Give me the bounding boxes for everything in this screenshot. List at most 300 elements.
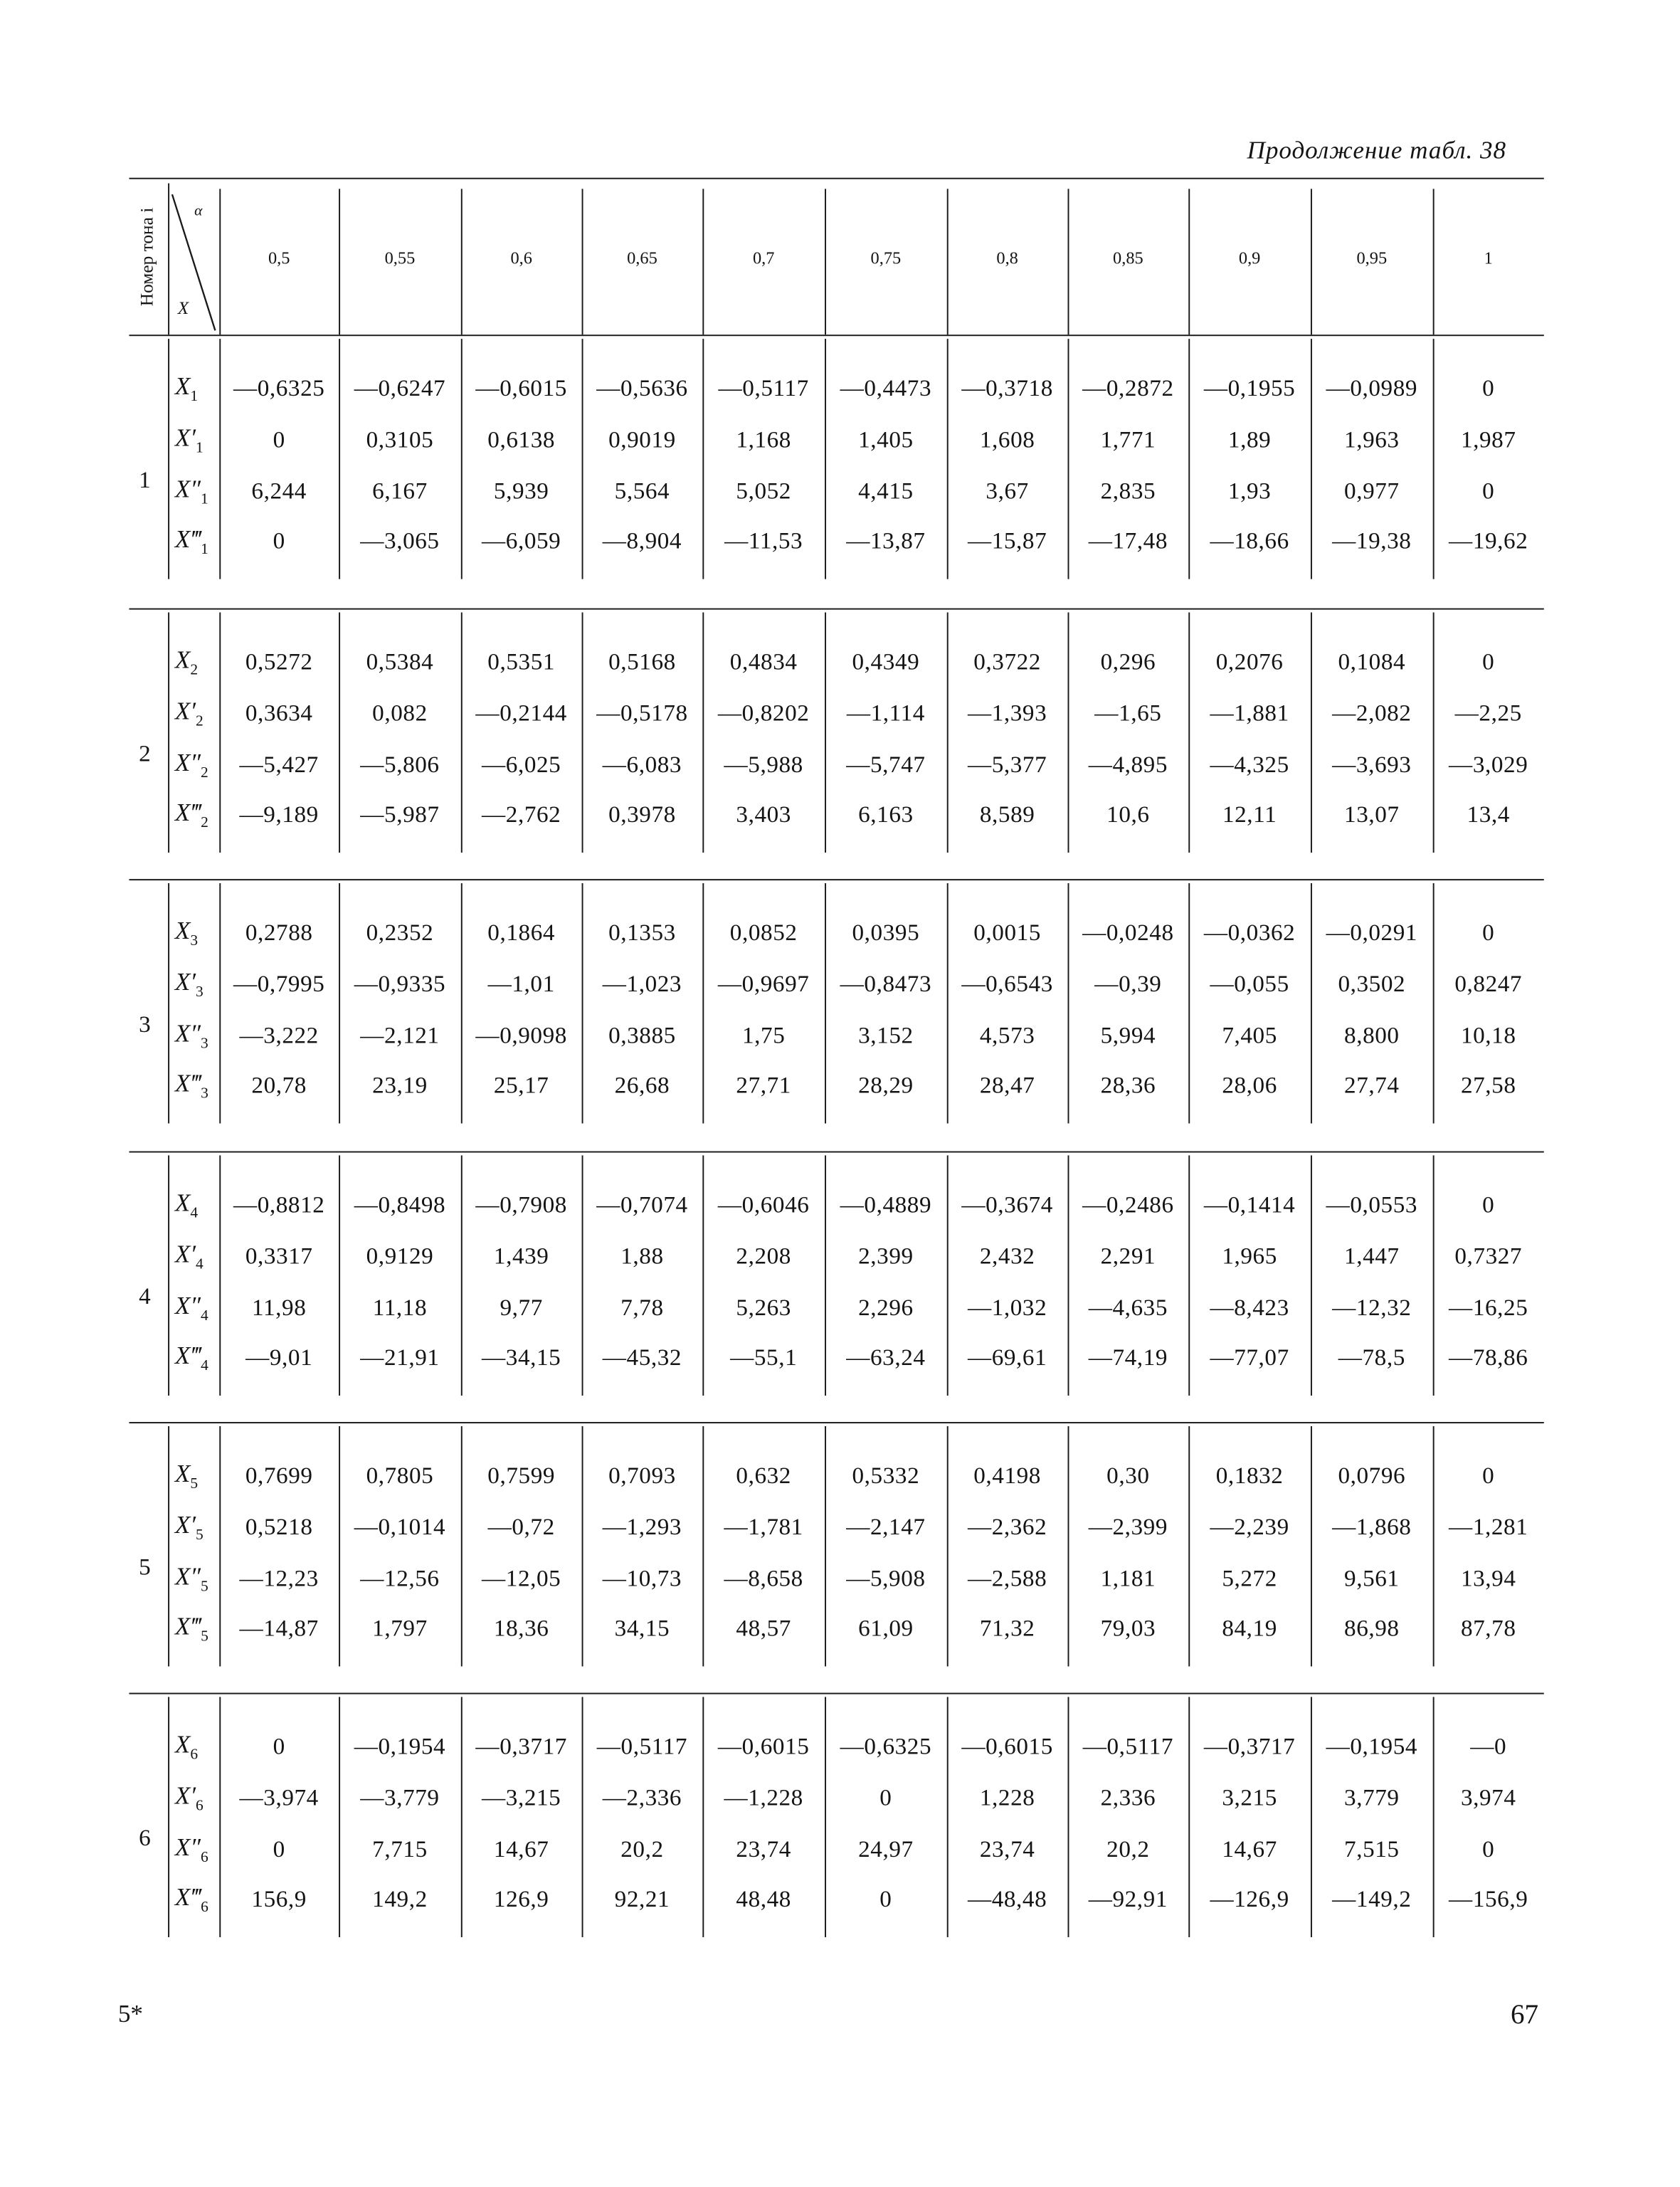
table-cell-value: —1,023 — [602, 970, 682, 997]
table-cell-value: 3,215 — [1222, 1784, 1277, 1811]
variable-symbol: X — [174, 423, 191, 452]
variable-subscript: 2 — [196, 713, 204, 730]
table-cell-value: —0,8498 — [354, 1191, 446, 1218]
header-column-divider — [582, 189, 583, 334]
table-cell-value: —2,762 — [482, 801, 561, 828]
header-divider — [168, 184, 169, 335]
table-cell-value: —3,029 — [1449, 751, 1528, 778]
table-cell-value: —34,15 — [482, 1344, 561, 1371]
table-cell-value: 3,779 — [1344, 1784, 1400, 1811]
table-cell-value: 1,181 — [1100, 1565, 1156, 1592]
header-column-divider — [1433, 189, 1435, 334]
table-cell-value: —16,25 — [1449, 1294, 1528, 1321]
table-cell-value: 23,74 — [736, 1835, 791, 1862]
page-number: 67 — [1510, 1999, 1538, 2030]
variable-symbol: X — [174, 1612, 191, 1640]
value-column-divider — [219, 883, 221, 1124]
variable-primes: ′ — [190, 423, 196, 452]
table-cell-value: 4,573 — [979, 1022, 1035, 1049]
column-header-alpha: 0,85 — [1113, 248, 1143, 268]
table-cell-value: 5,263 — [736, 1294, 791, 1321]
variable-primes: ′ — [190, 1781, 196, 1810]
table-cell-value: —0,1014 — [354, 1513, 446, 1540]
table-cell-value: 0,0015 — [973, 919, 1042, 946]
variable-symbol: X — [174, 968, 191, 996]
variable-primes: ‴ — [190, 1341, 201, 1369]
variable-symbol: X — [174, 1069, 191, 1097]
value-column-divider — [219, 1155, 221, 1396]
table-cell-value: —5,987 — [360, 801, 440, 828]
table-cell-value: 14,67 — [1222, 1835, 1277, 1862]
variable-primes: ″ — [190, 1562, 201, 1591]
value-column-divider — [702, 1155, 704, 1396]
value-column-divider — [947, 1426, 949, 1667]
table-cell-value: 5,564 — [614, 478, 670, 505]
table-cell-value: —12,32 — [1332, 1294, 1412, 1321]
table-cell-value: 0,1832 — [1215, 1462, 1284, 1489]
variable-label — [175, 1511, 204, 1544]
tone-number: 1 — [139, 466, 151, 493]
table-cell-value: —2,239 — [1210, 1513, 1289, 1540]
header-column-divider — [1188, 189, 1190, 334]
variable-label — [175, 968, 204, 1001]
value-column-divider — [219, 1426, 221, 1667]
table-cell-value: 3,67 — [986, 478, 1029, 505]
table-cell-value: —0,1954 — [1326, 1733, 1418, 1760]
variable-label — [175, 1189, 198, 1221]
column-header-alpha: 0,7 — [752, 248, 775, 268]
variable-label — [175, 799, 208, 831]
value-column-divider — [582, 1155, 583, 1396]
table-cell-value: 0,3722 — [973, 648, 1042, 675]
table-cell-value: —2,336 — [602, 1784, 682, 1811]
table-cell-value: —0,3717 — [475, 1733, 567, 1760]
table-cell-value: 28,06 — [1222, 1072, 1277, 1099]
table-cell-value: 0,6138 — [487, 426, 556, 453]
table-cell-value: 0 — [1482, 1835, 1495, 1862]
table-cell-value: —0,055 — [1210, 970, 1289, 997]
variable-label — [175, 525, 208, 558]
table-cell-value: 0 — [1482, 648, 1495, 675]
table-cell-value: 27,58 — [1460, 1072, 1516, 1099]
table-cell-value: —4,635 — [1088, 1294, 1168, 1321]
table-cell-value: —0,5117 — [596, 1733, 688, 1760]
variable-primes: ″ — [190, 748, 201, 776]
table-cell-value: 1,93 — [1227, 478, 1272, 505]
table-cell-value: 3,974 — [1460, 1784, 1516, 1811]
value-column-divider — [702, 883, 704, 1124]
value-column-divider — [1188, 883, 1190, 1124]
variable-primes: ′ — [190, 697, 196, 725]
table-cell-value: —14,87 — [239, 1615, 319, 1642]
table-cell-value: 0,7805 — [366, 1462, 434, 1489]
value-column-divider — [825, 1155, 826, 1396]
variable-subscript: 6 — [201, 1899, 208, 1916]
column-header-alpha: 0,75 — [870, 248, 902, 268]
value-column-divider — [461, 1155, 463, 1396]
table-cell-value: 1,228 — [979, 1784, 1035, 1811]
table-cell-value: 7,715 — [372, 1835, 428, 1862]
variable-symbol: X — [174, 1341, 191, 1369]
table-cell-value: 2,835 — [1100, 478, 1156, 505]
table-cell-value: —0,2872 — [1082, 374, 1174, 401]
variable-subscript: 2 — [190, 661, 199, 679]
table-cell-value: 0,0796 — [1338, 1462, 1406, 1489]
table-cell-value: —11,53 — [724, 527, 803, 554]
table-cell-value: —0,6015 — [475, 374, 567, 401]
table-cell-value: —1,868 — [1332, 1513, 1412, 1540]
value-column-divider — [1311, 1155, 1312, 1396]
column-header-alpha: 0,9 — [1238, 248, 1261, 268]
tone-divider — [168, 883, 169, 1124]
table-cell-value: —92,91 — [1088, 1885, 1168, 1912]
table-cell-value: 0,5218 — [245, 1513, 313, 1540]
table-cell-value: 2,208 — [736, 1243, 791, 1270]
table-cell-value: 0,977 — [1344, 478, 1400, 505]
variable-label — [175, 1833, 208, 1866]
variable-symbol: X — [174, 1882, 191, 1911]
table-cell-value: 26,68 — [614, 1072, 670, 1099]
table-cell-value: 1,168 — [736, 426, 791, 453]
variable-symbol: X — [174, 475, 191, 503]
variable-symbol: X — [174, 525, 191, 553]
table-cell-value: 0 — [273, 1835, 285, 1862]
table-cell-value: 0,7699 — [245, 1462, 313, 1489]
table-cell-value: 84,19 — [1222, 1615, 1277, 1642]
variable-primes: ‴ — [190, 1882, 201, 1911]
table-cell-value: —2,362 — [967, 1513, 1047, 1540]
variable-label — [175, 1562, 208, 1595]
variable-subscript: 6 — [190, 1746, 199, 1764]
table-cell-value: —2,147 — [846, 1513, 926, 1540]
variable-label — [175, 1342, 208, 1374]
variable-symbol: X — [174, 1833, 191, 1861]
table-cell-value: 8,589 — [979, 801, 1035, 828]
table-cell-value: —1,032 — [967, 1294, 1047, 1321]
variable-subscript: 1 — [201, 541, 208, 558]
variable-label — [175, 372, 198, 405]
table-cell-value: 7,405 — [1222, 1022, 1277, 1049]
table-cell-value: 1,963 — [1344, 426, 1400, 453]
table-cell-value: —0,8202 — [717, 700, 810, 727]
table-cell-value: —0,72 — [487, 1513, 555, 1540]
variable-symbol: X — [174, 1019, 191, 1048]
value-column-divider — [219, 612, 221, 853]
table-cell-value: —5,806 — [360, 751, 440, 778]
header-column-divider — [947, 189, 949, 334]
table-cell-value: 0,7093 — [608, 1462, 676, 1489]
table-cell-value: 8,800 — [1344, 1022, 1400, 1049]
variable-symbol: X — [174, 1459, 191, 1487]
table-cell-value: —0,2486 — [1082, 1191, 1174, 1218]
table-cell-value: 5,052 — [736, 478, 791, 505]
table-cell-value: —3,974 — [239, 1784, 319, 1811]
table-cell-value: —6,083 — [602, 751, 682, 778]
variable-subscript: 4 — [200, 1307, 208, 1324]
variable-symbol: X — [174, 1562, 191, 1591]
group-separator-rule — [129, 1422, 1543, 1423]
table-cell-value: 1,447 — [1344, 1243, 1400, 1270]
table-cell-value: —0,7995 — [233, 970, 325, 997]
value-column-divider — [825, 883, 826, 1124]
table-cell-value: 0,4198 — [973, 1462, 1042, 1489]
table-cell-value: —12,23 — [239, 1565, 319, 1592]
table-cell-value: —19,62 — [1449, 527, 1528, 554]
header-column-divider — [1311, 189, 1312, 334]
value-column-divider — [1433, 1697, 1435, 1937]
variable-symbol: X — [174, 748, 191, 776]
group-separator-rule — [129, 1152, 1543, 1153]
table-cell-value: 86,98 — [1344, 1615, 1400, 1642]
value-column-divider — [1188, 612, 1190, 853]
table-cell-value: —5,427 — [239, 751, 319, 778]
table-cell-value: 2,296 — [858, 1294, 914, 1321]
table-cell-value: —8,658 — [724, 1565, 803, 1592]
table-cell-value: —63,24 — [846, 1344, 926, 1371]
value-column-divider — [582, 339, 583, 579]
table-cell-value: 6,244 — [251, 478, 307, 505]
variable-symbol: X — [174, 1730, 191, 1759]
table-cell-value: 0 — [1482, 478, 1495, 505]
value-column-divider — [1068, 1426, 1069, 1667]
table-cell-value: —0,0291 — [1326, 919, 1418, 946]
table-cell-value: 0 — [1482, 919, 1495, 946]
value-column-divider — [461, 612, 463, 853]
value-column-divider — [947, 1697, 949, 1937]
variable-subscript: 3 — [190, 932, 199, 949]
value-column-divider — [219, 339, 221, 579]
tone-number: 4 — [139, 1282, 151, 1310]
table-cell-value: —19,38 — [1332, 527, 1412, 554]
variable-symbol: X — [174, 645, 191, 674]
table-cell-value: 48,57 — [736, 1615, 791, 1642]
table-cell-value: 149,2 — [372, 1885, 428, 1912]
table-cell-value: —1,01 — [487, 970, 555, 997]
table-cell-value: —0,0989 — [1326, 374, 1418, 401]
table-cell-value: —0,9697 — [717, 970, 810, 997]
tone-number: 3 — [139, 1011, 151, 1038]
variable-primes: ″ — [190, 1833, 201, 1861]
table-cell-value: —5,747 — [846, 751, 926, 778]
variable-label — [175, 1240, 204, 1272]
table-cell-value: —3,222 — [239, 1022, 319, 1049]
table-cell-value: 13,4 — [1467, 801, 1510, 828]
value-column-divider — [1188, 1155, 1190, 1396]
table-cell-value: 0,3885 — [608, 1022, 676, 1049]
table-cell-value: 156,9 — [251, 1885, 307, 1912]
table-cell-value: —0,7074 — [596, 1191, 688, 1218]
variable-subscript: 3 — [200, 1035, 208, 1053]
variable-subscript: 6 — [196, 1798, 204, 1815]
table-cell-value: —0,1954 — [354, 1733, 446, 1760]
tone-number: 2 — [139, 740, 151, 767]
table-cell-value: —3,779 — [360, 1784, 440, 1811]
variable-primes: ‴ — [190, 525, 201, 553]
header-bottom-rule — [129, 334, 1543, 336]
table-cell-value: 1,965 — [1222, 1243, 1277, 1270]
table-cell-value: 6,163 — [858, 801, 914, 828]
value-column-divider — [1068, 339, 1069, 579]
table-cell-value: —126,9 — [1210, 1885, 1289, 1912]
value-column-divider — [1311, 1426, 1312, 1667]
value-column-divider — [825, 1697, 826, 1937]
value-column-divider — [825, 612, 826, 853]
variable-symbol: X — [174, 1189, 191, 1217]
tone-divider — [168, 612, 169, 853]
value-column-divider — [1188, 1426, 1190, 1667]
table-cell-value: 7,78 — [620, 1294, 664, 1321]
table-cell-value: 0,4349 — [852, 648, 920, 675]
table-cell-value: 0,5332 — [852, 1462, 920, 1489]
column-header-alpha: 0,8 — [996, 248, 1018, 268]
value-column-divider — [1188, 1697, 1190, 1937]
table-cell-value: —0,6247 — [354, 374, 446, 401]
value-column-divider — [1068, 1155, 1069, 1396]
table-cell-value: 0,3502 — [1338, 970, 1406, 997]
table-cell-value: 0,2352 — [366, 919, 434, 946]
table-cell-value: 79,03 — [1100, 1615, 1156, 1642]
table-cell-value: —74,19 — [1088, 1344, 1168, 1371]
table-cell-value: —0,1955 — [1203, 374, 1296, 401]
table-cell-value: —6,025 — [482, 751, 561, 778]
table-continuation-caption: Продолжение табл. 38 — [1247, 136, 1507, 164]
column-header-alpha: 1 — [1484, 248, 1493, 268]
table-cell-value: —78,86 — [1449, 1344, 1528, 1371]
value-column-divider — [461, 883, 463, 1124]
table-cell-value: 27,74 — [1344, 1072, 1400, 1099]
table-cell-value: —5,908 — [846, 1565, 926, 1592]
table-cell-value: —0,9098 — [475, 1022, 567, 1049]
value-column-divider — [1433, 612, 1435, 853]
table-cell-value: 5,272 — [1222, 1565, 1277, 1592]
value-column-divider — [947, 883, 949, 1124]
table-cell-value: —0,3674 — [961, 1191, 1053, 1218]
variable-label — [175, 917, 198, 949]
table-cell-value: 20,2 — [620, 1835, 664, 1862]
table-cell-value: —0,1414 — [1203, 1191, 1296, 1218]
table-cell-value: —0,6325 — [840, 1733, 932, 1760]
table-cell-value: 11,98 — [252, 1294, 307, 1321]
value-column-divider — [582, 612, 583, 853]
table-cell-value: —0,6325 — [233, 374, 325, 401]
table-cell-value: 1,75 — [741, 1022, 786, 1049]
value-column-divider — [1311, 1697, 1312, 1937]
table-cell-value: 18,36 — [493, 1615, 549, 1642]
table-cell-value: —78,5 — [1338, 1344, 1405, 1371]
table-cell-value: —1,293 — [602, 1513, 682, 1540]
column-header-alpha: 0,95 — [1356, 248, 1388, 268]
table-cell-value: 20,78 — [251, 1072, 307, 1099]
variable-subscript: 4 — [201, 1357, 208, 1374]
variable-subscript: 2 — [201, 814, 208, 831]
table-cell-value: 5,994 — [1100, 1022, 1156, 1049]
table-cell-value: 1,89 — [1227, 426, 1272, 453]
table-cell-value: —0,5117 — [1082, 1733, 1174, 1760]
value-column-divider — [461, 1697, 463, 1937]
table-cell-value: —1,228 — [724, 1784, 803, 1811]
table-cell-value: 28,29 — [858, 1072, 914, 1099]
table-cell-value: —1,65 — [1094, 700, 1162, 727]
table-cell-value: 0,3317 — [245, 1243, 313, 1270]
variable-subscript: 4 — [196, 1256, 204, 1273]
table-cell-value: 28,36 — [1100, 1072, 1156, 1099]
header-column-divider — [825, 189, 826, 334]
variable-primes: ′ — [190, 1510, 196, 1539]
variable-subscript: 4 — [190, 1204, 199, 1222]
table-cell-value: —0,4889 — [840, 1191, 932, 1218]
table-cell-value: 71,32 — [979, 1615, 1035, 1642]
tone-number: 6 — [139, 1824, 151, 1852]
table-cell-value: 0,0395 — [852, 919, 920, 946]
table-cell-value: —55,1 — [730, 1344, 798, 1371]
table-cell-value: —4,325 — [1210, 751, 1289, 778]
table-cell-value: —48,48 — [967, 1885, 1047, 1912]
value-column-divider — [947, 612, 949, 853]
table-cell-value: 0 — [273, 527, 285, 554]
table-cell-value: —9,189 — [239, 801, 319, 828]
table-top-rule — [129, 178, 1543, 179]
table-cell-value: 0 — [1482, 1462, 1495, 1489]
table-cell-value: 12,11 — [1222, 801, 1277, 828]
table-cell-value: 0,8247 — [1454, 970, 1523, 997]
variable-symbol: X — [174, 1291, 191, 1319]
table-cell-value: 0,5384 — [366, 648, 434, 675]
table-cell-value: 3,152 — [858, 1022, 914, 1049]
value-column-divider — [1433, 1426, 1435, 1667]
table-cell-value: —0,7908 — [475, 1191, 567, 1218]
table-cell-value: 0,1353 — [608, 919, 676, 946]
table-cell-value: —0,6543 — [961, 970, 1053, 997]
table-cell-value: 0,7327 — [1454, 1243, 1523, 1270]
table-cell-value: 13,94 — [1460, 1565, 1516, 1592]
table-cell-value: —0,5178 — [596, 700, 688, 727]
table-cell-value: 4,415 — [858, 478, 914, 505]
table-cell-value: —0,8473 — [840, 970, 932, 997]
variable-primes: ″ — [190, 1019, 201, 1048]
table-cell-value: 0,2076 — [1215, 648, 1284, 675]
table-cell-value: —0,6015 — [961, 1733, 1053, 1760]
table-cell-value: —1,114 — [846, 700, 925, 727]
table-cell-value: 24,97 — [858, 1835, 914, 1862]
value-column-divider — [1068, 612, 1069, 853]
table-cell-value: 0,3105 — [366, 426, 434, 453]
value-column-divider — [339, 339, 340, 579]
table-cell-value: 0,4834 — [729, 648, 798, 675]
table-cell-value: 34,15 — [614, 1615, 670, 1642]
column-header-alpha: 0,5 — [268, 248, 290, 268]
tone-divider — [168, 1426, 169, 1667]
variable-label — [175, 697, 204, 730]
group-separator-rule — [129, 879, 1543, 880]
variable-label — [175, 1069, 208, 1102]
table-cell-value: 2,432 — [979, 1243, 1035, 1270]
table-cell-value: —1,881 — [1210, 700, 1289, 727]
table-cell-value: —0,3717 — [1203, 1733, 1296, 1760]
table-cell-value: 9,561 — [1344, 1565, 1400, 1592]
table-cell-value: 92,21 — [614, 1885, 670, 1912]
table-cell-value: —12,56 — [360, 1565, 440, 1592]
table-cell-value: 0,9019 — [608, 426, 676, 453]
variable-symbol: X — [174, 1240, 191, 1268]
value-column-divider — [1433, 1155, 1435, 1396]
variable-label — [175, 1883, 208, 1916]
table-cell-value: 0 — [273, 1733, 285, 1760]
table-cell-value: 9,77 — [500, 1294, 543, 1321]
variable-label — [175, 1460, 198, 1492]
table-cell-value: —15,87 — [967, 527, 1047, 554]
table-cell-value: 2,291 — [1100, 1243, 1156, 1270]
table-cell-value: —156,9 — [1449, 1885, 1528, 1912]
